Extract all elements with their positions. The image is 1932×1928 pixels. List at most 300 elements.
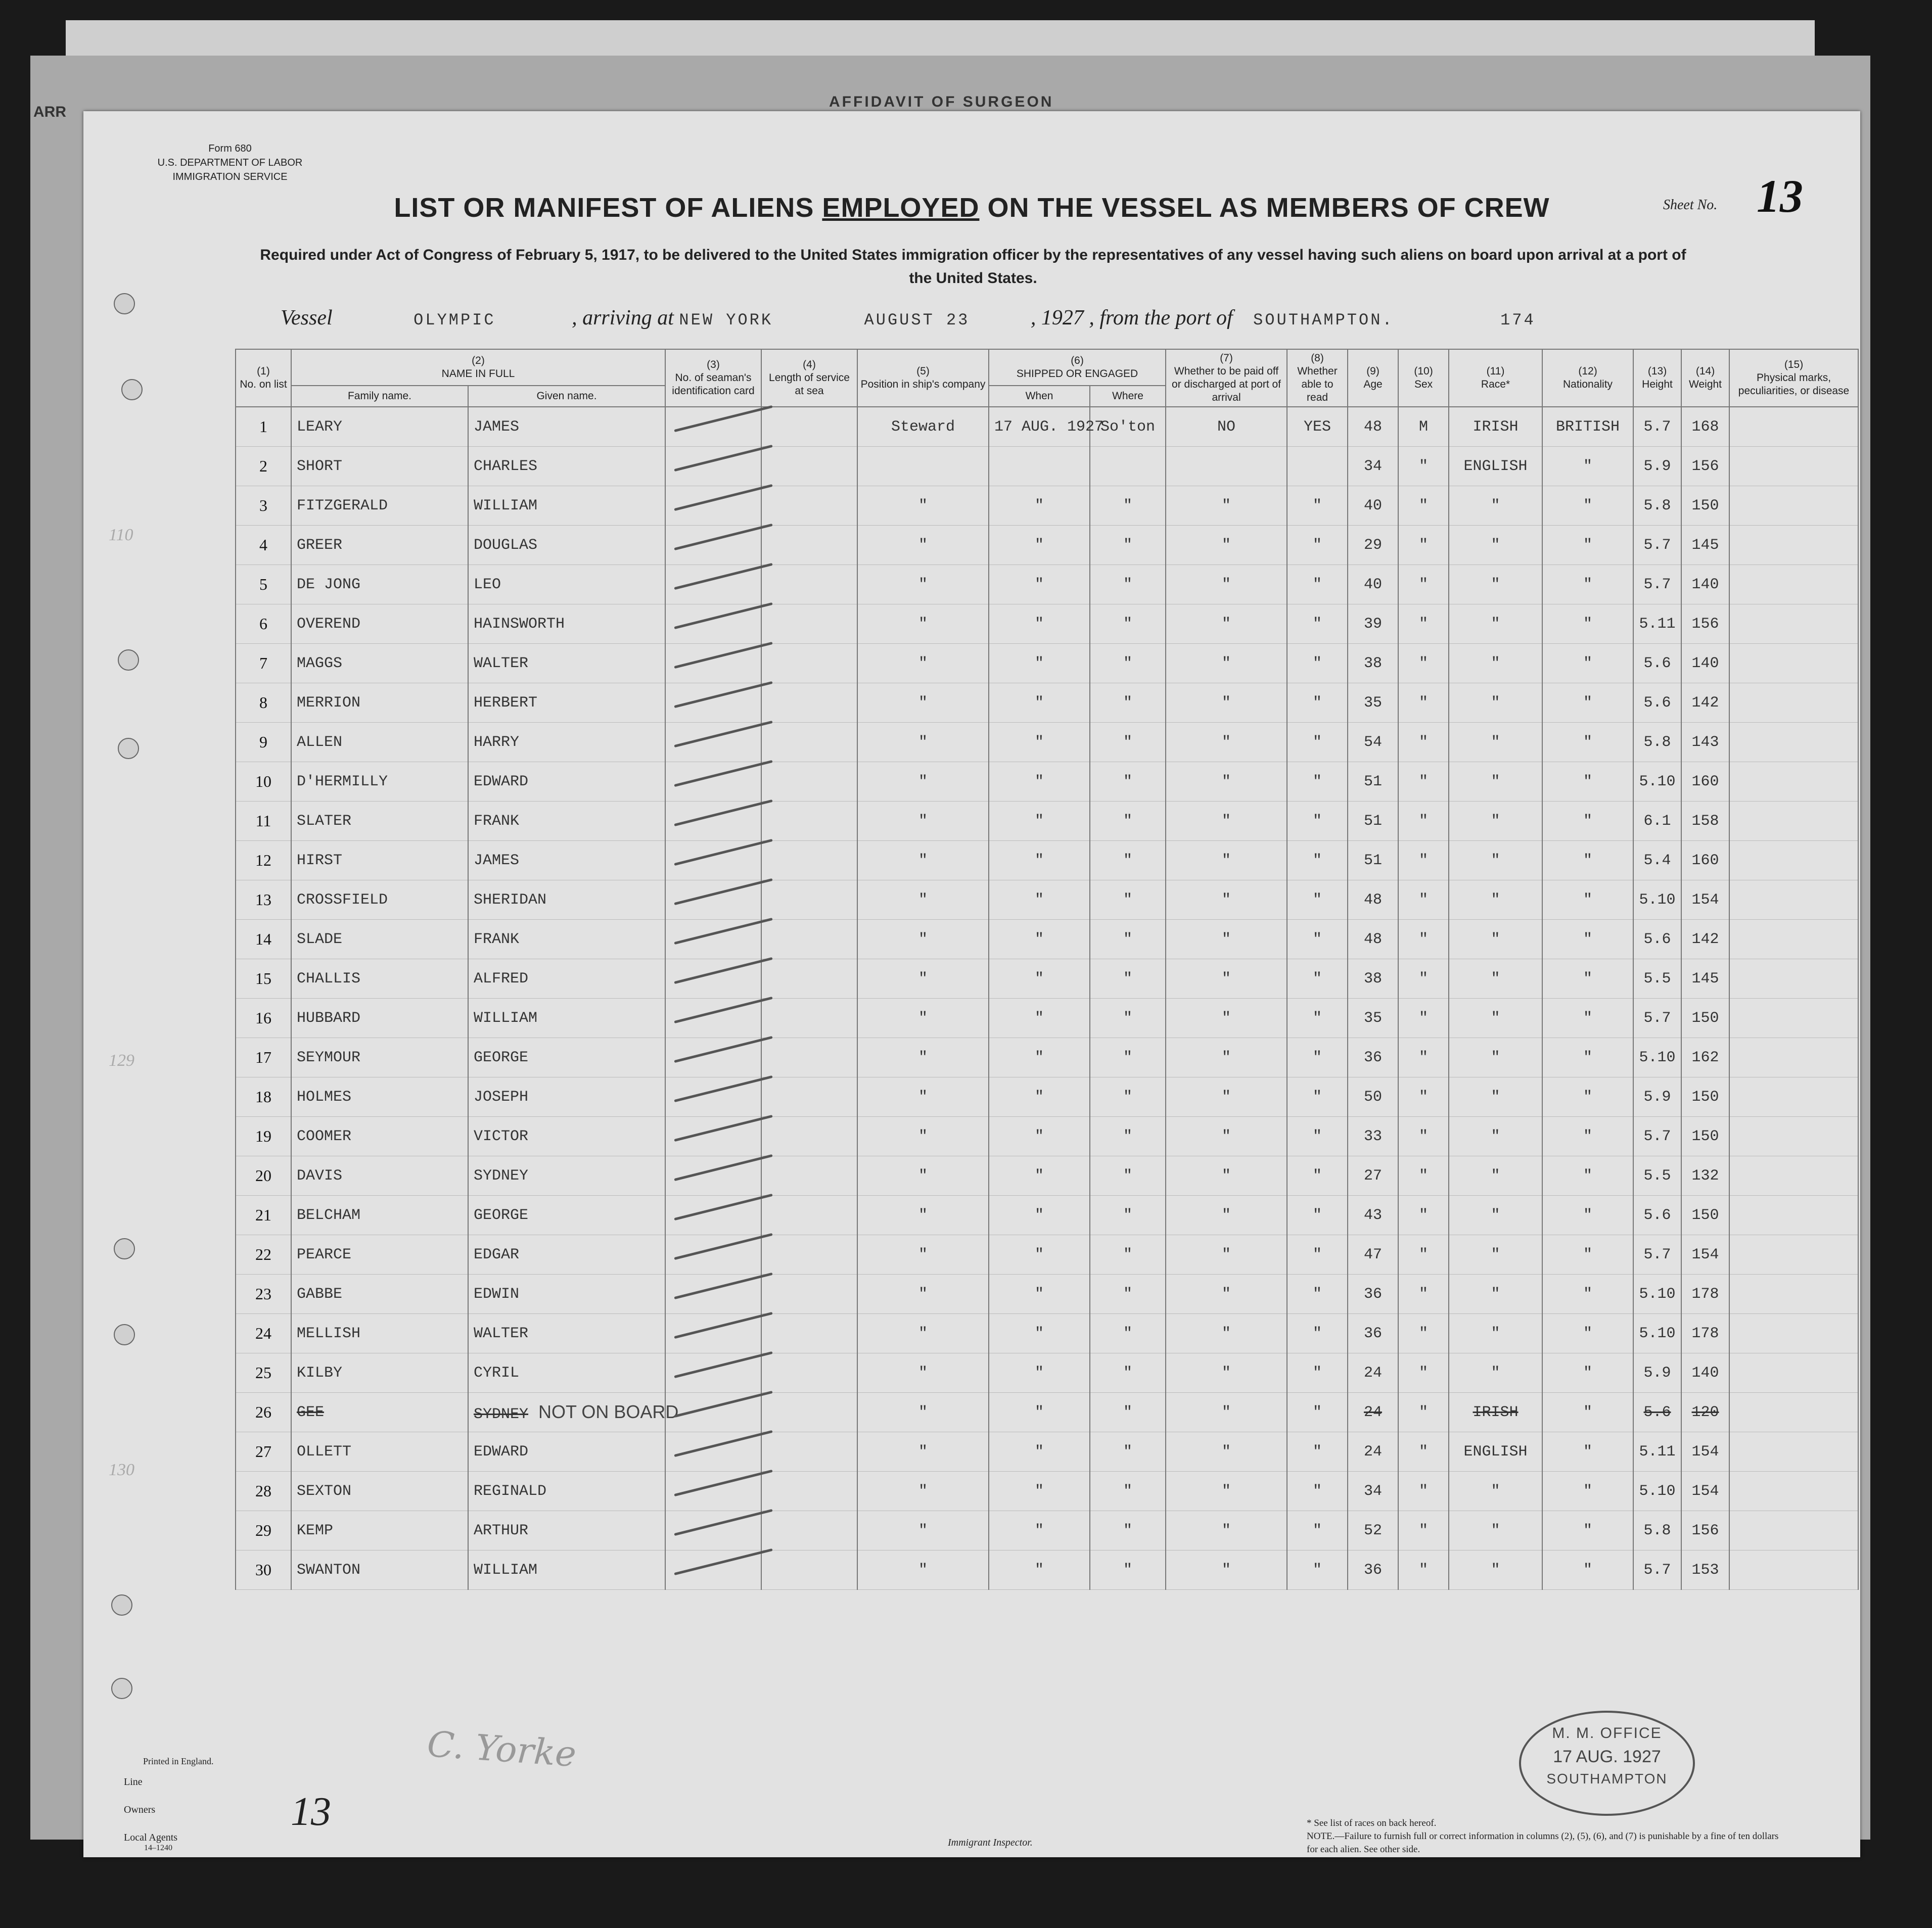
shipped-where-cell <box>1090 565 1166 604</box>
table-row <box>236 1275 1858 1314</box>
shipped-when-cell <box>989 1432 1090 1472</box>
nationality: " <box>1583 891 1593 909</box>
weight: 178 <box>1691 1325 1719 1342</box>
shipped-where-cell <box>1090 802 1166 841</box>
service-length-cell <box>761 1235 857 1275</box>
shipped-where: " <box>1123 1127 1133 1145</box>
position: " <box>918 891 928 909</box>
col-header-height: (13) Height <box>1633 349 1681 407</box>
given-name-cell <box>468 1038 665 1077</box>
check-mark <box>674 681 772 708</box>
paid-off-cell <box>1166 920 1287 959</box>
age: 35 <box>1364 694 1383 712</box>
able-to-read-cell <box>1287 1038 1348 1077</box>
age-cell <box>1348 604 1398 644</box>
given-name-cell <box>468 1077 665 1117</box>
shipped-when: " <box>1035 1403 1044 1421</box>
height-cell <box>1633 762 1681 802</box>
given-name: JAMES <box>474 418 520 436</box>
age: 40 <box>1364 497 1383 514</box>
service-length-cell <box>761 1314 857 1353</box>
table-row <box>236 1196 1858 1235</box>
family-name-cell <box>291 762 468 802</box>
paid-off: " <box>1222 1088 1231 1106</box>
age-cell <box>1348 959 1398 999</box>
shipped-when: " <box>1035 852 1044 869</box>
col-header-age: (9) Age <box>1348 349 1398 407</box>
sex: " <box>1419 1364 1429 1382</box>
form-number: Form 680 <box>208 143 252 154</box>
family-name-cell <box>291 1472 468 1511</box>
given-name: EDWARD <box>474 1443 529 1461</box>
family-name: LEARY <box>297 418 343 436</box>
shipped-when-cell <box>989 526 1090 565</box>
nationality-cell <box>1542 1117 1633 1156</box>
shipped-where: " <box>1123 773 1133 790</box>
position-cell <box>857 1275 989 1314</box>
position-cell <box>857 1511 989 1550</box>
height: 5.5 <box>1643 1167 1671 1185</box>
paid-off: " <box>1222 1206 1231 1224</box>
service-length-cell <box>761 1353 857 1393</box>
shipped-where-cell <box>1090 1156 1166 1196</box>
penalty-note: NOTE.—Failure to furnish full or correct information in columns (2), (5), (6), and (7) is punishable by a fine of ten dollars for each alien. See other side. <box>1307 1831 1779 1855</box>
height-cell <box>1633 1353 1681 1393</box>
punch-hole <box>121 379 143 400</box>
service-length-cell <box>761 644 857 683</box>
family-name: COOMER <box>297 1127 352 1145</box>
paid-off: " <box>1222 1167 1231 1185</box>
given-name: EDWARD <box>474 773 529 790</box>
service-length-cell <box>761 1432 857 1472</box>
row-number-cell <box>236 1393 291 1432</box>
nationality: BRITISH <box>1556 418 1620 436</box>
check-mark <box>674 1194 772 1220</box>
not-on-board-stamp: NOT ON BOARD <box>538 1401 679 1422</box>
shipped-when: " <box>1035 1522 1044 1539</box>
physical-marks-cell <box>1729 644 1858 683</box>
nationality: " <box>1583 694 1593 712</box>
given-name-cell <box>468 723 665 762</box>
given-name-cell <box>468 1314 665 1353</box>
nationality: " <box>1583 1049 1593 1066</box>
physical-marks-cell <box>1729 526 1858 565</box>
age-cell <box>1348 841 1398 880</box>
sex-cell <box>1398 486 1449 526</box>
able-to-read: " <box>1313 1127 1322 1145</box>
age: 29 <box>1364 536 1383 554</box>
able-to-read: " <box>1313 576 1322 593</box>
age-cell <box>1348 1314 1398 1353</box>
vessel-label: Vessel <box>281 306 333 330</box>
row-number: 7 <box>259 654 267 672</box>
sex-cell <box>1398 723 1449 762</box>
physical-marks-cell <box>1729 565 1858 604</box>
id-card-mark-cell <box>665 999 761 1038</box>
stamp-place: SOUTHAMPTON <box>1546 1771 1668 1786</box>
race: " <box>1491 1482 1500 1500</box>
family-name: DE JONG <box>297 576 361 593</box>
position-cell <box>857 802 989 841</box>
family-name: ALLEN <box>297 733 343 751</box>
shipped-when-cell <box>989 407 1104 447</box>
shipped-where: " <box>1123 497 1133 514</box>
shipped-when: " <box>1035 1049 1044 1066</box>
age-cell <box>1348 920 1398 959</box>
check-mark <box>674 1233 772 1260</box>
shipped-when: " <box>1035 1561 1044 1579</box>
sex: " <box>1419 1325 1429 1342</box>
position-cell <box>857 644 989 683</box>
able-to-read-cell <box>1287 1393 1348 1432</box>
row-number-cell <box>236 1117 291 1156</box>
paid-off-cell <box>1166 565 1287 604</box>
race: ENGLISH <box>1463 1443 1528 1461</box>
sex-cell <box>1398 959 1449 999</box>
service-length-cell <box>761 999 857 1038</box>
sex: " <box>1419 773 1429 790</box>
sex-cell <box>1398 1550 1449 1590</box>
family-name-cell <box>291 1314 468 1353</box>
race-cell <box>1449 1038 1542 1077</box>
age-cell <box>1348 1077 1398 1117</box>
race-cell <box>1449 880 1542 920</box>
age: 34 <box>1364 457 1383 475</box>
height-cell <box>1633 920 1681 959</box>
id-card-mark-cell <box>665 604 761 644</box>
position: " <box>918 694 928 712</box>
position: " <box>918 1325 928 1342</box>
height: 5.10 <box>1639 1285 1676 1303</box>
table-row <box>236 1511 1858 1550</box>
given-name: HERBERT <box>474 694 538 712</box>
nationality-cell <box>1542 1511 1633 1550</box>
race: " <box>1491 970 1500 987</box>
row-number: 3 <box>259 496 267 514</box>
row-number-cell <box>236 1275 291 1314</box>
col-header-race: (11) Race* <box>1449 349 1542 407</box>
age-cell <box>1348 644 1398 683</box>
age: 24 <box>1364 1364 1383 1382</box>
service-length-cell <box>761 841 857 880</box>
position: " <box>918 1522 928 1539</box>
punch-hole <box>114 1324 135 1345</box>
sex-cell <box>1398 762 1449 802</box>
given-name: JAMES <box>474 852 520 869</box>
age: 54 <box>1364 733 1383 751</box>
table-row <box>236 526 1858 565</box>
service-length-cell <box>761 959 857 999</box>
row-number: 13 <box>255 890 271 909</box>
nationality: " <box>1583 852 1593 869</box>
table-row <box>236 683 1858 723</box>
weight-cell <box>1681 1275 1729 1314</box>
table-row <box>236 1038 1858 1077</box>
row-number: 14 <box>255 930 271 948</box>
paid-off: " <box>1222 733 1231 751</box>
sex-cell <box>1398 1156 1449 1196</box>
age: 51 <box>1364 812 1383 830</box>
weight-cell <box>1681 802 1729 841</box>
shipped-where-cell <box>1090 959 1166 999</box>
height-cell <box>1633 486 1681 526</box>
height: 5.9 <box>1643 457 1671 475</box>
shipped-when-cell <box>989 1393 1090 1432</box>
col-header-position: (5) Position in ship's company <box>857 349 989 407</box>
arrival-date: AUGUST 23 <box>864 311 970 330</box>
row-number-cell <box>236 447 291 486</box>
paid-off-cell <box>1166 407 1287 447</box>
able-to-read: " <box>1313 1049 1322 1066</box>
shipped-where: " <box>1123 1246 1133 1263</box>
row-number-cell <box>236 959 291 999</box>
position-cell <box>857 1314 989 1353</box>
given-name-cell <box>468 644 665 683</box>
family-name-cell <box>291 1550 468 1590</box>
shipped-where: " <box>1123 891 1133 909</box>
family-name-cell <box>291 1353 468 1393</box>
table-row <box>236 762 1858 802</box>
nationality: " <box>1583 970 1593 987</box>
service-length-cell <box>761 1038 857 1077</box>
able-to-read-cell <box>1287 802 1348 841</box>
check-mark <box>674 642 772 669</box>
shipped-when: 17 AUG. 1927 <box>994 418 1104 436</box>
age-cell <box>1348 1472 1398 1511</box>
given-name-cell <box>468 1196 665 1235</box>
age-cell <box>1348 1353 1398 1393</box>
paid-off: " <box>1222 497 1231 514</box>
shipped-where: " <box>1123 654 1133 672</box>
able-to-read: " <box>1313 930 1322 948</box>
position: " <box>918 576 928 593</box>
family-name: KEMP <box>297 1522 334 1539</box>
weight-cell <box>1681 526 1729 565</box>
given-name-cell <box>468 683 665 723</box>
family-name-cell <box>291 1235 468 1275</box>
shipped-when: " <box>1035 733 1044 751</box>
row-number-cell <box>236 644 291 683</box>
shipped-when-cell <box>989 604 1090 644</box>
check-mark <box>674 760 772 787</box>
given-name-cell <box>468 762 665 802</box>
shipped-when: " <box>1035 773 1044 790</box>
weight: 154 <box>1691 891 1719 909</box>
paid-off: " <box>1222 1246 1231 1263</box>
paid-off-cell <box>1166 1393 1287 1432</box>
table-row <box>236 841 1858 880</box>
given-name-cell <box>468 1275 665 1314</box>
id-card-mark-cell <box>665 407 761 447</box>
age-cell <box>1348 802 1398 841</box>
able-to-read-cell <box>1287 486 1348 526</box>
paid-off-cell <box>1166 1156 1287 1196</box>
service-length-cell <box>761 486 857 526</box>
physical-marks-cell <box>1729 683 1858 723</box>
position: " <box>918 852 928 869</box>
family-name-cell <box>291 880 468 920</box>
sex: " <box>1419 1009 1429 1027</box>
paid-off-cell <box>1166 1077 1287 1117</box>
shipped-where: " <box>1123 1088 1133 1106</box>
given-name-cell <box>468 526 665 565</box>
shipped-where: " <box>1123 576 1133 593</box>
paid-off-cell <box>1166 604 1287 644</box>
punch-hole <box>114 1238 135 1259</box>
race-cell <box>1449 407 1542 447</box>
nationality: " <box>1583 812 1593 830</box>
race: " <box>1491 812 1500 830</box>
table-row <box>236 565 1858 604</box>
paid-off-cell <box>1166 1235 1287 1275</box>
family-name-cell <box>291 1156 468 1196</box>
sex: " <box>1419 536 1429 554</box>
given-name: CYRIL <box>474 1364 520 1382</box>
nationality: " <box>1583 1088 1593 1106</box>
position: " <box>918 1246 928 1263</box>
paid-off: " <box>1222 1522 1231 1539</box>
race: " <box>1491 852 1500 869</box>
nationality-cell <box>1542 565 1633 604</box>
race: " <box>1491 773 1500 790</box>
height: 5.8 <box>1643 733 1671 751</box>
position-cell <box>857 1196 989 1235</box>
given-name: REGINALD <box>474 1482 547 1500</box>
physical-marks-cell <box>1729 1196 1858 1235</box>
nationality: " <box>1583 1561 1593 1579</box>
sex: M <box>1419 418 1429 436</box>
given-name: WILLIAM <box>474 1009 538 1027</box>
able-to-read-cell <box>1287 1235 1348 1275</box>
department-name: U.S. DEPARTMENT OF LABOR <box>157 157 303 168</box>
row-number-cell <box>236 1038 291 1077</box>
family-name-cell <box>291 1393 468 1432</box>
sex-cell <box>1398 802 1449 841</box>
age-cell <box>1348 880 1398 920</box>
age-cell <box>1348 1275 1398 1314</box>
table-row <box>236 999 1858 1038</box>
row-number: 6 <box>259 615 267 633</box>
position: " <box>918 1009 928 1027</box>
table-row <box>236 407 1858 447</box>
service-length-cell <box>761 802 857 841</box>
able-to-read: " <box>1313 1364 1322 1382</box>
given-name: JOSEPH <box>474 1088 529 1106</box>
table-row <box>236 1550 1858 1590</box>
inspector-label: Immigrant Inspector. <box>948 1837 1033 1848</box>
sex: " <box>1419 891 1429 909</box>
position-cell <box>857 841 989 880</box>
nationality-cell <box>1542 447 1633 486</box>
check-mark <box>674 1273 772 1299</box>
weight: 154 <box>1691 1443 1719 1461</box>
check-mark <box>674 445 772 472</box>
able-to-read: " <box>1313 1482 1322 1500</box>
weight-cell <box>1681 1314 1729 1353</box>
id-card-mark-cell <box>665 1511 761 1550</box>
paid-off-cell <box>1166 1432 1287 1472</box>
nationality-cell <box>1542 920 1633 959</box>
check-mark <box>674 1430 772 1457</box>
able-to-read-cell <box>1287 999 1348 1038</box>
check-mark <box>674 1391 772 1418</box>
position-cell <box>857 920 989 959</box>
row-number: 28 <box>255 1482 271 1500</box>
height: 5.11 <box>1639 615 1676 633</box>
family-name: CHALLIS <box>297 970 361 987</box>
given-name: WILLIAM <box>474 497 538 514</box>
able-to-read-cell <box>1287 1432 1348 1472</box>
shipped-when-cell <box>989 762 1090 802</box>
race-cell <box>1449 644 1542 683</box>
service-length-cell <box>761 723 857 762</box>
height: 5.6 <box>1643 1403 1671 1421</box>
paid-off: " <box>1222 852 1231 869</box>
given-name: SYDNEY <box>474 1167 529 1185</box>
weight: 156 <box>1691 615 1719 633</box>
shipped-where-cell <box>1090 447 1166 486</box>
able-to-read: " <box>1313 970 1322 987</box>
age-cell <box>1348 1235 1398 1275</box>
shipped-when-cell <box>989 1156 1090 1196</box>
departure-port: SOUTHAMPTON. <box>1253 311 1394 330</box>
row-number-cell <box>236 604 291 644</box>
given-name: FRANK <box>474 930 520 948</box>
shipped-when-cell <box>989 447 1090 486</box>
row-number-cell <box>236 802 291 841</box>
back-sheet-side-text: ARR <box>33 104 66 120</box>
shipped-where: " <box>1123 970 1133 987</box>
position: " <box>918 1482 928 1500</box>
able-to-read-cell <box>1287 1472 1348 1511</box>
weight: 140 <box>1691 654 1719 672</box>
family-name-cell <box>291 526 468 565</box>
height: 5.7 <box>1643 1246 1671 1263</box>
weight-cell <box>1681 762 1729 802</box>
check-mark <box>674 1548 772 1575</box>
family-name: GABBE <box>297 1285 343 1303</box>
from-port-label: , from the port of <box>1089 306 1233 330</box>
given-name-cell <box>468 841 665 880</box>
row-number-cell <box>236 526 291 565</box>
title-emphasis: EMPLOYED <box>822 193 980 223</box>
able-to-read-cell <box>1287 1117 1348 1156</box>
age-cell <box>1348 1156 1398 1196</box>
height: 5.6 <box>1643 1206 1671 1224</box>
race-cell <box>1449 1432 1542 1472</box>
check-mark <box>674 1351 772 1378</box>
table-row <box>236 880 1858 920</box>
race-cell <box>1449 1077 1542 1117</box>
height-cell <box>1633 683 1681 723</box>
height: 5.7 <box>1643 1009 1671 1027</box>
id-card-mark-cell <box>665 1353 761 1393</box>
weight: 150 <box>1691 1206 1719 1224</box>
physical-marks-cell <box>1729 880 1858 920</box>
shipped-when: " <box>1035 1206 1044 1224</box>
id-card-mark-cell <box>665 880 761 920</box>
race: " <box>1491 1167 1500 1185</box>
service-length-cell <box>761 920 857 959</box>
race-cell <box>1449 1353 1542 1393</box>
height-cell <box>1633 1550 1681 1590</box>
age: 33 <box>1364 1127 1383 1145</box>
height-cell <box>1633 526 1681 565</box>
position: " <box>918 1285 928 1303</box>
sex-cell <box>1398 999 1449 1038</box>
arriving-label: , arriving at <box>572 306 674 330</box>
weight: 140 <box>1691 1364 1719 1382</box>
